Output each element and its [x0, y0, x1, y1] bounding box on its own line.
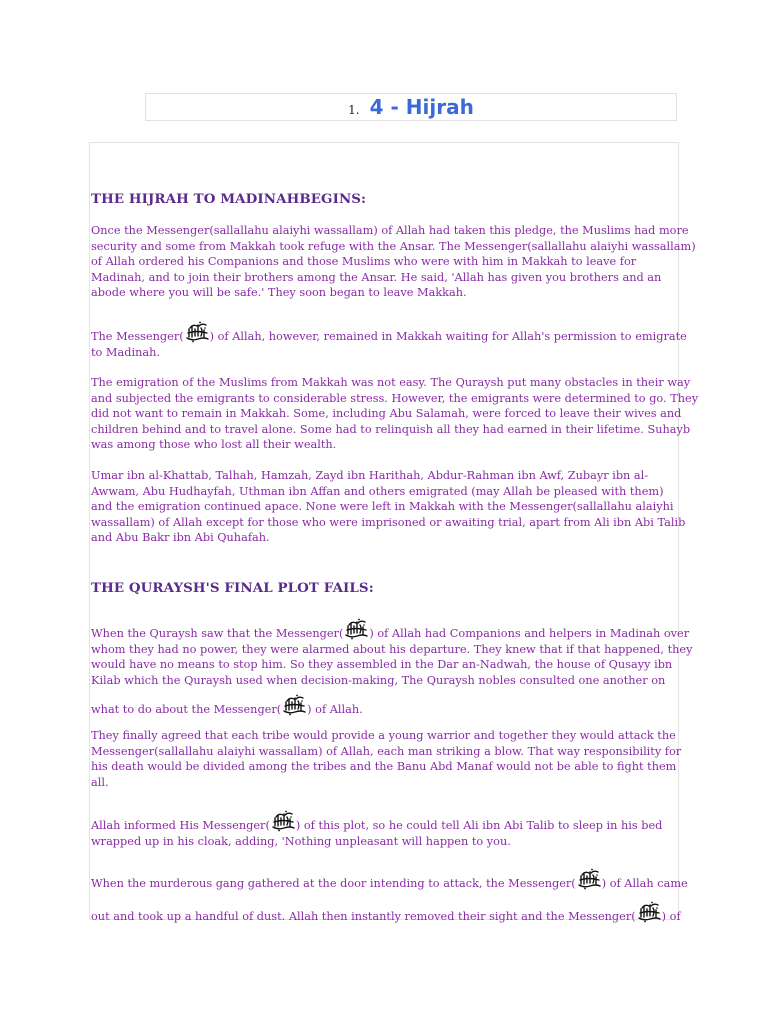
article-content: [90, 143, 699, 923]
salawat-calligraphy-icon: [281, 693, 307, 717]
paragraph: The Messenger( ) of Allah, however, remained in Makkah waiting for Allah's permission to emigrate to Madinah.: [91, 320, 679, 360]
salawat-calligraphy-icon: [343, 617, 369, 641]
salawat-calligraphy-icon: [636, 900, 662, 924]
salawat-calligraphy-icon: [576, 867, 602, 891]
paragraph: The emigration of the Muslims from Makkah was not easy. The Quraysh put many obstacles in their way and subjected the emigrants to considerable stress. However, the emigrants were determined to go. They did not want to remain in Makkah. Some, including Abu Salamah, were forced to leave their wives and children behind and to travel alone. Some had to relinquish all they had earned in their lifetime. Suhayb was among those who lost all their wealth.: [91, 376, 699, 451]
paragraph: Once the Messenger(sallallahu alaiyhi wassallam) of Allah had taken this pledge, the Muslims had more security and some from Makkah took refuge with the Ansar. The Messenger(sallallahu alaiyhi wassallam) of Allah ordered his Companions and those Muslims who were with him in Makkah to leave for Madinah, and to join their brothers among the Ansar. He said, 'Allah has given you brothers and an abode where you will be safe.' They soon began to leave Makkah.: [91, 224, 696, 299]
salawat-calligraphy-icon: [270, 809, 296, 833]
chapter-title-box: [145, 93, 677, 121]
article-frame: [89, 142, 699, 923]
paragraph: When the murderous gang gathered at the door intending to attack, the Messenger( ) of Allah came out and took up a handful of dust. Allah then instantly removed their sight and the Messenger( ) of: [91, 867, 679, 924]
paragraph: Allah informed His Messenger( ) of this plot, so he could tell Ali ibn Abi Talib to sleep in his bed wrapped up in his cloak, adding, 'Nothing unpleasant will happen to you.: [91, 809, 679, 849]
paragraph: They finally agreed that each tribe would provide a young warrior and together they would attack the Messenger(sallallahu alaiyhi wassallam) of Allah, each man striking a blow. That way responsibility for his death would be divided among the tribes and the Banu Abd Manaf would not be able to fight them all.: [91, 729, 682, 789]
section-heading: THE QURAYSH'S FINAL PLOT FAILS:: [91, 580, 374, 596]
paragraph: When the Quraysh saw that the Messenger( ) of Allah had Companions and helpers in Madinah over whom they had no power, they were alarmed about his departure. They knew that if that happened, they would have no means to stop him. So they assembled in the Dar an-Nadwah, the house of Qusayy ibn Kilab which the Quraysh used when decision-making, The Quraysh nobles consulted one another on what to do about the Messenger( ) of Allah.: [91, 617, 679, 718]
paragraph: Umar ibn al-Khattab, Talhah, Hamzah, Zayd ibn Harithah, Abdur-Rahman ibn Awf, Zubayr ibn al- Awwam, Abu Hudhayfah, Uthman ibn Affan and others emigrated (may Allah be pleased with them) and the emigration continued apace. None were left in Makkah with the Messenger(sallallahu alaiyhi wassallam) of Allah except for those who were imprisoned or awaiting trial, apart from Ali ibn Abi Talib and Abu Bakr ibn Abi Quhafah.: [91, 469, 686, 544]
salawat-calligraphy-icon: [184, 320, 210, 344]
list-number: 1.: [348, 103, 360, 117]
section-heading: THE HIJRAH TO MADINAHBEGINS:: [91, 191, 367, 207]
chapter-title: 4 - Hijrah: [369, 95, 474, 119]
